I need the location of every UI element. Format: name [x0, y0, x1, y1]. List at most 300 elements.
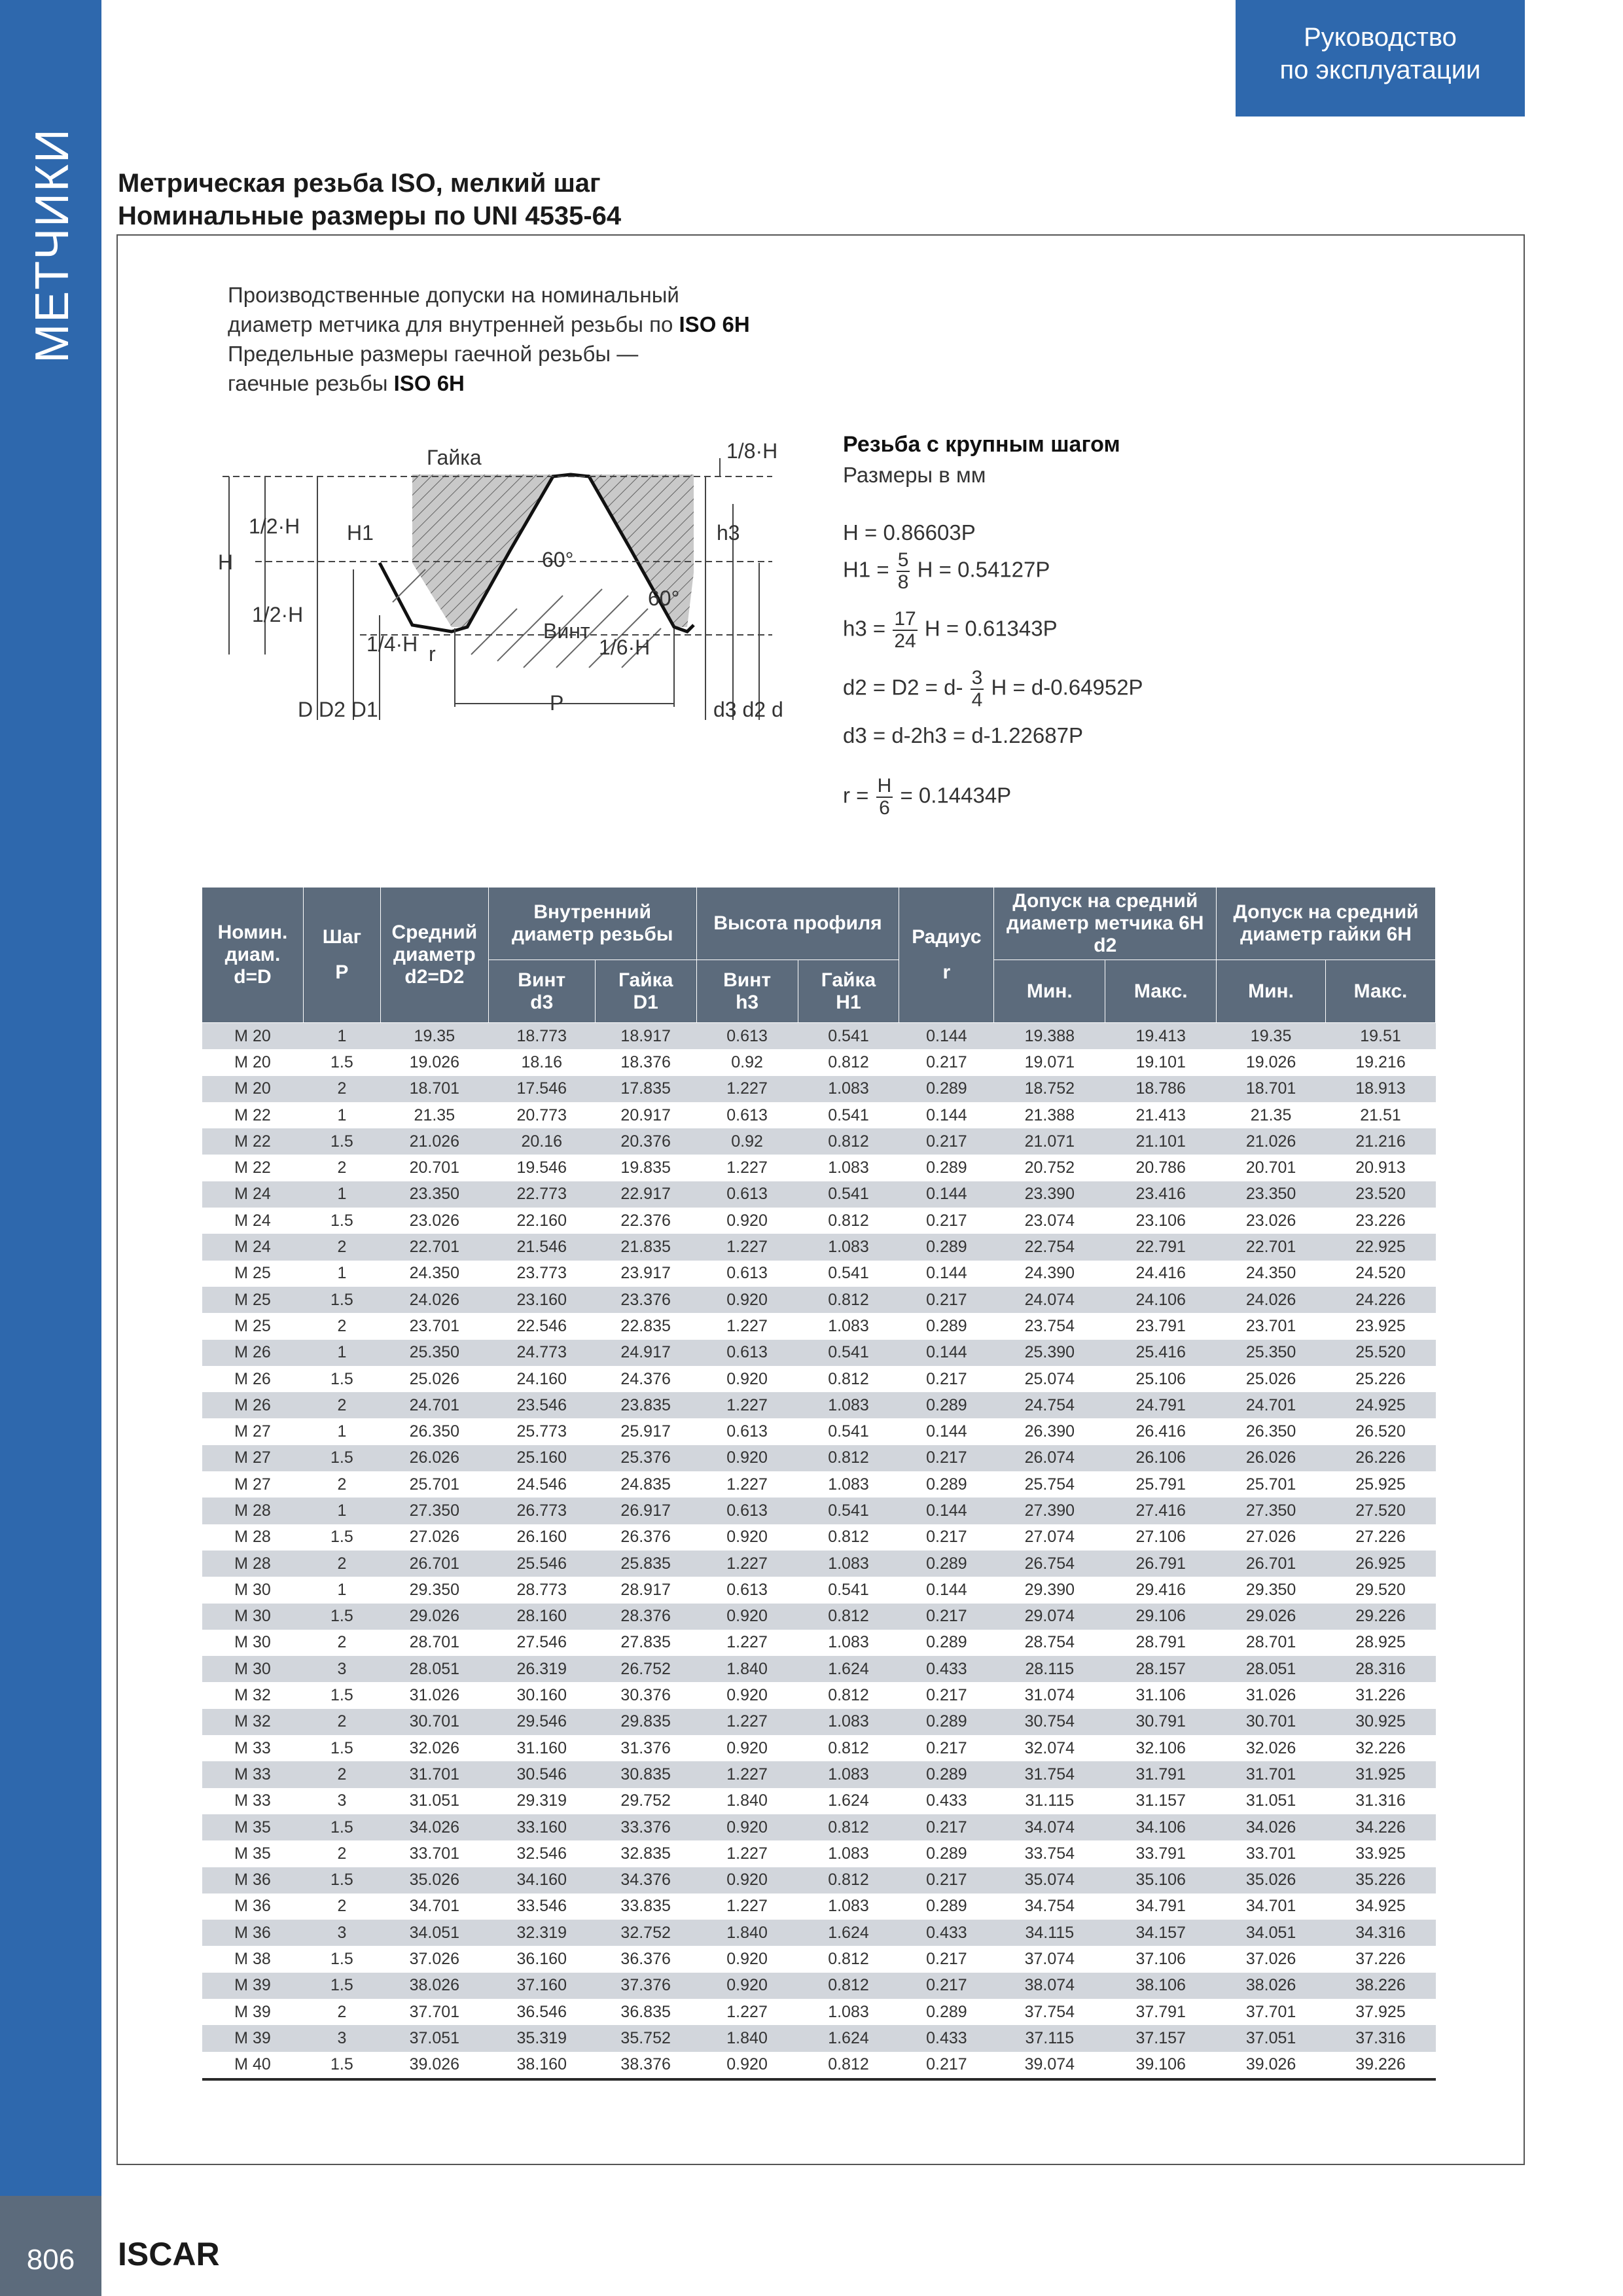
table-cell: 0.920	[696, 1208, 798, 1234]
table-cell: 23.350	[1217, 1181, 1326, 1208]
table-cell: 32.074	[994, 1735, 1105, 1761]
table-cell: 37.051	[380, 2025, 488, 2051]
table-cell: 24.026	[1217, 1287, 1326, 1313]
table-cell: 1.083	[798, 1076, 899, 1102]
table-cell: 0.541	[798, 1023, 899, 1050]
table-cell: M 26	[202, 1392, 304, 1418]
table-cell: 1.5	[303, 1049, 380, 1075]
table-cell: 21.835	[595, 1234, 696, 1260]
table-cell: 25.546	[488, 1551, 595, 1577]
table-cell: 33.925	[1326, 1840, 1436, 1867]
table-cell: 20.752	[994, 1155, 1105, 1181]
table-cell: 18.917	[595, 1023, 696, 1050]
table-cell: 0.92	[696, 1128, 798, 1155]
table-cell: 1.083	[798, 1471, 899, 1498]
table-cell: 1	[303, 1261, 380, 1287]
header-inner-nut-symbol: D1	[633, 991, 658, 1013]
table-cell: 0.920	[696, 1445, 798, 1471]
table-cell: 27.106	[1105, 1524, 1217, 1551]
table-cell: 33.791	[1105, 1840, 1217, 1867]
table-cell: 25.376	[595, 1445, 696, 1471]
formula-h3-lhs: h3 =	[843, 616, 886, 641]
table-cell: 0.920	[696, 1604, 798, 1630]
table-cell: 25.925	[1326, 1471, 1436, 1498]
page-title: Метрическая резьба ISO, мелкий шаг	[118, 169, 601, 198]
table-cell: 0.812	[798, 1049, 899, 1075]
table-cell: 0.812	[798, 1524, 899, 1551]
table-cell: 37.157	[1105, 2025, 1217, 2051]
table-cell: 34.074	[994, 1814, 1105, 1840]
intro-line-2-bold: ISO 6H	[679, 312, 750, 336]
formula-d2	[843, 668, 1143, 711]
table-cell: 28.925	[1326, 1630, 1436, 1656]
table-cell: 0.289	[899, 1893, 994, 1920]
table-cell: 31.925	[1326, 1761, 1436, 1787]
table-row	[202, 1524, 1436, 1551]
table-cell: 39.106	[1105, 2052, 1217, 2079]
table-cell: 34.701	[380, 1893, 488, 1920]
header-pitch-label: Шаг	[322, 926, 362, 948]
table-cell: 37.115	[994, 2025, 1105, 2051]
table-cell: 38.106	[1105, 1973, 1217, 1999]
table-cell: 2	[303, 1630, 380, 1656]
table-cell: 19.388	[994, 1023, 1105, 1050]
table-cell: 26.925	[1326, 1551, 1436, 1577]
table-cell: 39.026	[1217, 2052, 1326, 2079]
table-cell: 0.920	[696, 1287, 798, 1313]
intro-text	[228, 280, 750, 398]
table-cell: 0.613	[696, 1181, 798, 1208]
table-cell: 0.920	[696, 2052, 798, 2079]
table-cell: 35.026	[380, 1867, 488, 1893]
table-cell: 0.217	[899, 1604, 994, 1630]
table-cell: 30.376	[595, 1682, 696, 1708]
table-cell: 26.390	[994, 1418, 1105, 1444]
table-cell: 19.35	[380, 1023, 488, 1050]
table-cell: 26.416	[1105, 1418, 1217, 1444]
table-cell: 19.413	[1105, 1023, 1217, 1050]
table-cell: 34.115	[994, 1920, 1105, 1946]
table-cell: 37.376	[595, 1973, 696, 1999]
table-cell: M 33	[202, 1735, 304, 1761]
table-cell: 31.701	[380, 1761, 488, 1787]
table-cell: M 39	[202, 1973, 304, 1999]
table-cell: 37.106	[1105, 1946, 1217, 1972]
table-cell: 23.546	[488, 1392, 595, 1418]
section-sidebar	[0, 0, 101, 2296]
table-cell: M 26	[202, 1366, 304, 1392]
header-inner-diameter: Внутренний диаметр резьбы	[488, 888, 696, 960]
table-cell: 23.701	[1217, 1313, 1326, 1339]
table-cell: 26.226	[1326, 1445, 1436, 1471]
table-cell: 34.925	[1326, 1893, 1436, 1920]
table-cell: 27.835	[595, 1630, 696, 1656]
table-cell: 1.5	[303, 1867, 380, 1893]
header-profile-height: Высота профиля	[696, 888, 899, 960]
table-row	[202, 1498, 1436, 1524]
table-cell: 1.840	[696, 2025, 798, 2051]
table-cell: 31.701	[1217, 1761, 1326, 1787]
table-cell: 37.791	[1105, 1999, 1217, 2025]
table-cell: 0.812	[798, 1287, 899, 1313]
label-H: H	[218, 550, 234, 574]
label-h16: 1/6·H	[599, 636, 651, 659]
table-cell: 32.026	[380, 1735, 488, 1761]
table-cell: 0.433	[899, 1656, 994, 1682]
table-cell: 28.917	[595, 1577, 696, 1603]
table-cell: 0.217	[899, 1524, 994, 1551]
table-cell: 32.752	[595, 1920, 696, 1946]
table-cell: 0.613	[696, 1498, 798, 1524]
table-cell: 37.160	[488, 1973, 595, 1999]
table-cell: 21.413	[1105, 1102, 1217, 1128]
table-cell: 34.701	[1217, 1893, 1326, 1920]
table-cell: M 35	[202, 1814, 304, 1840]
formula-H: H = 0.86603P	[843, 520, 976, 545]
table-cell: 1.227	[696, 1893, 798, 1920]
table-cell: M 33	[202, 1761, 304, 1787]
table-cell: 29.520	[1326, 1577, 1436, 1603]
formula-h3-rhs: H = 0.61343P	[924, 616, 1058, 641]
table-row	[202, 1181, 1436, 1208]
intro-line-1: Производственные допуски на номинальный	[228, 283, 679, 307]
table-cell: 38.376	[595, 2052, 696, 2079]
table-row	[202, 2052, 1436, 2079]
table-cell: 29.350	[380, 1577, 488, 1603]
table-cell: 37.051	[1217, 2025, 1326, 2051]
table-cell: 29.752	[595, 1788, 696, 1814]
table-cell: 26.773	[488, 1498, 595, 1524]
table-cell: 24.416	[1105, 1261, 1217, 1287]
table-cell: 22.546	[488, 1313, 595, 1339]
table-cell: 25.390	[994, 1340, 1105, 1366]
formula-d3: d3 = d-2h3 = d-1.22687P	[843, 723, 1083, 747]
table-cell: 0.541	[798, 1498, 899, 1524]
formula-h3	[843, 609, 1058, 652]
table-cell: 22.925	[1326, 1234, 1436, 1260]
table-cell: 0.541	[798, 1577, 899, 1603]
table-cell: 17.546	[488, 1076, 595, 1102]
table-cell: 34.376	[595, 1867, 696, 1893]
table-cell: 37.074	[994, 1946, 1105, 1972]
table-cell: 1.227	[696, 1313, 798, 1339]
table-cell: 18.913	[1326, 1076, 1436, 1102]
table-cell: 39.074	[994, 2052, 1105, 2079]
table-cell: 20.917	[595, 1102, 696, 1128]
table-cell: 26.350	[380, 1418, 488, 1444]
table-cell: 19.546	[488, 1155, 595, 1181]
table-cell: 1.5	[303, 1973, 380, 1999]
table-cell: M 20	[202, 1049, 304, 1075]
formulas-subtitle: Размеры в мм	[843, 463, 986, 487]
table-cell: 1.227	[696, 1392, 798, 1418]
table-cell: 0.812	[798, 1208, 899, 1234]
table-cell: 0.613	[696, 1418, 798, 1444]
table-cell: 31.026	[1217, 1682, 1326, 1708]
label-angle-1: 60°	[542, 548, 574, 571]
formula-r-lhs: r =	[843, 783, 869, 808]
table-cell: 0.92	[696, 1049, 798, 1075]
table-cell: 26.791	[1105, 1551, 1217, 1577]
table-cell: 28.773	[488, 1577, 595, 1603]
table-cell: 25.835	[595, 1551, 696, 1577]
table-cell: 27.026	[380, 1524, 488, 1551]
table-cell: 0.541	[798, 1261, 899, 1287]
header-inner-nut-label: Гайка	[618, 969, 673, 991]
table-cell: M 27	[202, 1445, 304, 1471]
table-cell: 31.106	[1105, 1682, 1217, 1708]
table-cell: 18.376	[595, 1049, 696, 1075]
header-nominal: Номин. диам. d=D	[202, 888, 304, 1023]
intro-line-2-text: диаметр метчика для внутренней резьбы по	[228, 312, 679, 336]
table-cell: M 28	[202, 1551, 304, 1577]
table-cell: 2	[303, 1999, 380, 2025]
table-cell: 29.106	[1105, 1604, 1217, 1630]
header-nut-min: Мин.	[1217, 960, 1326, 1023]
table-cell: 31.026	[380, 1682, 488, 1708]
table-cell: 25.917	[595, 1418, 696, 1444]
table-cell: 0.289	[899, 1630, 994, 1656]
manual-badge	[1236, 0, 1525, 117]
table-cell: M 30	[202, 1656, 304, 1682]
table-cell: 1.5	[303, 1604, 380, 1630]
table-row	[202, 1287, 1436, 1313]
table-cell: 1.083	[798, 1234, 899, 1260]
table-cell: 32.026	[1217, 1735, 1326, 1761]
table-cell: 24.074	[994, 1287, 1105, 1313]
table-cell: 28.701	[1217, 1630, 1326, 1656]
table-cell: 0.144	[899, 1418, 994, 1444]
table-cell: 1.5	[303, 1445, 380, 1471]
table-cell: 0.541	[798, 1418, 899, 1444]
table-cell: 1.083	[798, 1840, 899, 1867]
table-row	[202, 1630, 1436, 1656]
header-profile-screw-symbol: h3	[736, 991, 759, 1013]
table-body	[202, 1023, 1436, 2079]
table-cell: 35.026	[1217, 1867, 1326, 1893]
header-inner-screw	[488, 960, 595, 1023]
table-cell: 0.812	[798, 1604, 899, 1630]
table-cell: 29.416	[1105, 1577, 1217, 1603]
table-cell: 19.51	[1326, 1023, 1436, 1050]
table-cell: 34.157	[1105, 1920, 1217, 1946]
table-cell: 26.701	[380, 1551, 488, 1577]
table-cell: 23.754	[994, 1313, 1105, 1339]
formula-H1-num: 5	[897, 549, 909, 571]
table-cell: M 24	[202, 1234, 304, 1260]
table-cell: 1	[303, 1340, 380, 1366]
table-cell: 1.5	[303, 1208, 380, 1234]
table-cell: 0.289	[899, 1234, 994, 1260]
table-cell: 36.160	[488, 1946, 595, 1972]
table-cell: 1.227	[696, 1076, 798, 1102]
table-cell: 26.752	[595, 1656, 696, 1682]
table-cell: 28.157	[1105, 1656, 1217, 1682]
table-cell: 32.226	[1326, 1735, 1436, 1761]
table-cell: 1.227	[696, 1761, 798, 1787]
table-cell: 25.026	[380, 1366, 488, 1392]
table-cell: 23.160	[488, 1287, 595, 1313]
table-cell: 1	[303, 1498, 380, 1524]
table-cell: 25.226	[1326, 1366, 1436, 1392]
formula-H1-rhs: H = 0.54127P	[917, 557, 1050, 582]
table-cell: 33.160	[488, 1814, 595, 1840]
table-cell: 34.754	[994, 1893, 1105, 1920]
formula-H1-fraction	[897, 550, 910, 593]
table-cell: 0.144	[899, 1102, 994, 1128]
table-row	[202, 1261, 1436, 1287]
table-cell: M 35	[202, 1840, 304, 1867]
table-cell: 1	[303, 1181, 380, 1208]
table-cell: 1	[303, 1023, 380, 1050]
table-cell: M 20	[202, 1023, 304, 1050]
table-cell: 37.925	[1326, 1999, 1436, 2025]
table-cell: 35.106	[1105, 1867, 1217, 1893]
page-number: 806	[26, 2244, 75, 2276]
table-cell: 1.227	[696, 1155, 798, 1181]
table-cell: 28.701	[380, 1630, 488, 1656]
table-cell: 0.920	[696, 1524, 798, 1551]
badge-line-2: по эксплуатации	[1279, 56, 1481, 84]
table-cell: 36.376	[595, 1946, 696, 1972]
table-cell: 0.217	[899, 2052, 994, 2079]
header-tap-max: Макс.	[1105, 960, 1217, 1023]
table-cell: 23.791	[1105, 1313, 1217, 1339]
section-title-text: МЕТЧИКИ	[26, 128, 79, 363]
table-cell: 23.925	[1326, 1313, 1436, 1339]
table-cell: 24.106	[1105, 1287, 1217, 1313]
table-cell: 0.217	[899, 1287, 994, 1313]
table-row	[202, 1656, 1436, 1682]
table-cell: 31.074	[994, 1682, 1105, 1708]
table-cell: 26.160	[488, 1524, 595, 1551]
table-cell: 29.390	[994, 1577, 1105, 1603]
table-row	[202, 1208, 1436, 1234]
table-cell: 23.520	[1326, 1181, 1436, 1208]
table-cell: 34.160	[488, 1867, 595, 1893]
table-cell: 1.083	[798, 1630, 899, 1656]
table-cell: 25.026	[1217, 1366, 1326, 1392]
table-cell: 0.289	[899, 1076, 994, 1102]
table-cell: 0.812	[798, 1366, 899, 1392]
table-cell: 27.226	[1326, 1524, 1436, 1551]
table-cell: 27.390	[994, 1498, 1105, 1524]
table-row	[202, 1682, 1436, 1708]
table-cell: 37.754	[994, 1999, 1105, 2025]
table-cell: 0.144	[899, 1498, 994, 1524]
table-cell: 23.026	[1217, 1208, 1326, 1234]
table-cell: 21.35	[1217, 1102, 1326, 1128]
table-cell: 28.376	[595, 1604, 696, 1630]
table-cell: 18.16	[488, 1049, 595, 1075]
table-cell: 22.835	[595, 1313, 696, 1339]
table-cell: 28.051	[1217, 1656, 1326, 1682]
table-cell: 0.144	[899, 1577, 994, 1603]
table-cell: 37.026	[1217, 1946, 1326, 1972]
table-cell: M 27	[202, 1418, 304, 1444]
table-row	[202, 1340, 1436, 1366]
table-cell: M 40	[202, 2052, 304, 2079]
formula-d2-fraction	[971, 668, 984, 711]
badge-line-1: Руководство	[1304, 23, 1457, 52]
table-cell: 26.754	[994, 1551, 1105, 1577]
table-cell: 23.350	[380, 1181, 488, 1208]
table-cell: 0.613	[696, 1102, 798, 1128]
table-cell: 19.071	[994, 1049, 1105, 1075]
table-cell: M 24	[202, 1208, 304, 1234]
table-cell: 26.701	[1217, 1551, 1326, 1577]
header-tap-tolerance: Допуск на средний диаметр метчика 6H d2	[994, 888, 1217, 960]
table-cell: 25.773	[488, 1418, 595, 1444]
page-subtitle: Номинальные размеры по UNI 4535-64	[118, 202, 622, 230]
table-cell: M 30	[202, 1604, 304, 1630]
formula-h3-den: 24	[894, 630, 916, 652]
table-cell: 17.835	[595, 1076, 696, 1102]
table-cell: 37.226	[1326, 1946, 1436, 1972]
table-cell: 21.35	[380, 1102, 488, 1128]
intro-line-3: Предельные размеры гаечной резьбы —	[228, 342, 639, 366]
table-cell: 1.5	[303, 1287, 380, 1313]
table-cell: 0.217	[899, 1049, 994, 1075]
header-profile-nut-symbol: H1	[836, 991, 861, 1013]
table-cell: 24.026	[380, 1287, 488, 1313]
table-cell: 37.701	[380, 1999, 488, 2025]
table-cell: 0.144	[899, 1023, 994, 1050]
table-cell: 37.316	[1326, 2025, 1436, 2051]
table-cell: 0.812	[798, 1946, 899, 1972]
table-cell: 2	[303, 1709, 380, 1735]
table-cell: 18.786	[1105, 1076, 1217, 1102]
table-cell: 0.613	[696, 1023, 798, 1050]
table-cell: 18.752	[994, 1076, 1105, 1102]
label-angle-2: 60°	[648, 586, 680, 610]
table-cell: 25.754	[994, 1471, 1105, 1498]
table-cell: 22.917	[595, 1181, 696, 1208]
table-cell: 29.835	[595, 1709, 696, 1735]
table-cell: 1.227	[696, 1551, 798, 1577]
table-cell: 31.754	[994, 1761, 1105, 1787]
table-cell: 21.071	[994, 1128, 1105, 1155]
table-cell: 22.754	[994, 1234, 1105, 1260]
table-row	[202, 1761, 1436, 1787]
table-cell: 28.160	[488, 1604, 595, 1630]
table-cell: 34.226	[1326, 1814, 1436, 1840]
table-row	[202, 1788, 1436, 1814]
table-cell: 1.840	[696, 1788, 798, 1814]
table-cell: 22.773	[488, 1181, 595, 1208]
table-cell: 28.316	[1326, 1656, 1436, 1682]
table-cell: 27.074	[994, 1524, 1105, 1551]
table-cell: 23.106	[1105, 1208, 1217, 1234]
table-cell: 0.144	[899, 1181, 994, 1208]
table-row	[202, 1313, 1436, 1339]
table-cell: 0.217	[899, 1867, 994, 1893]
table-cell: 24.754	[994, 1392, 1105, 1418]
table-cell: 0.289	[899, 1840, 994, 1867]
formula-d2-num: 3	[971, 667, 983, 689]
table-cell: 1.5	[303, 2052, 380, 2079]
header-mean-diameter: Средний диаметр d2=D2	[380, 888, 488, 1023]
table-cell: 37.701	[1217, 1999, 1326, 2025]
formula-h3-num: 17	[894, 608, 916, 630]
formula-H1-den: 8	[897, 571, 909, 593]
table-cell: 20.701	[1217, 1155, 1326, 1181]
table-cell: 21.51	[1326, 1102, 1436, 1128]
table-cell: 0.812	[798, 2052, 899, 2079]
table-cell: 0.920	[696, 1867, 798, 1893]
header-profile-screw	[696, 960, 798, 1023]
table-cell: 24.546	[488, 1471, 595, 1498]
